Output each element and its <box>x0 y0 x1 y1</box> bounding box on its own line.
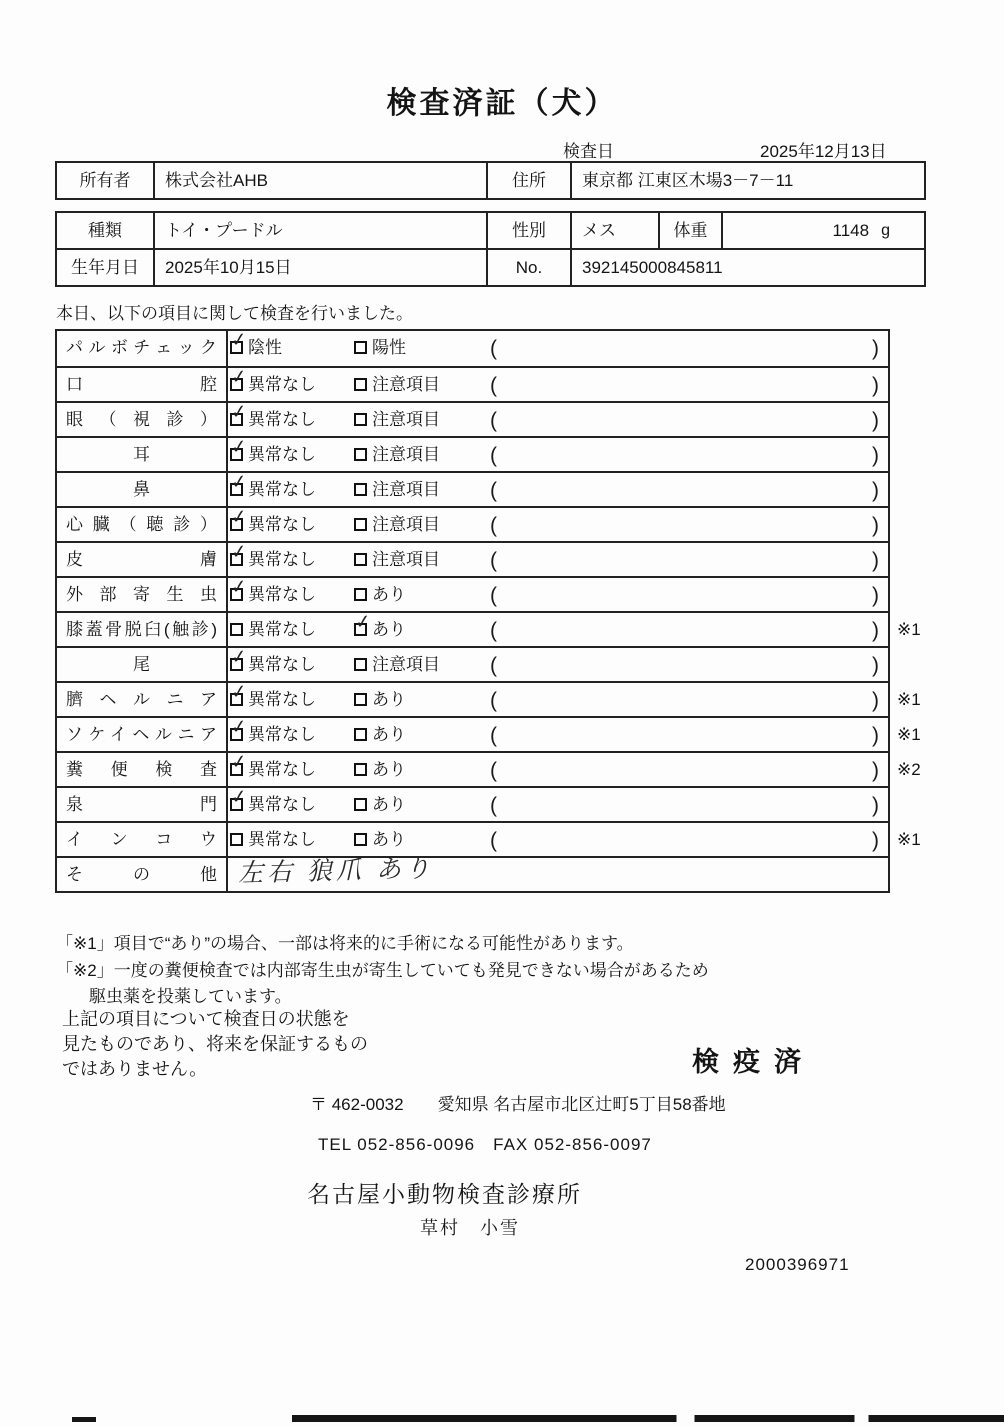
inspection-item-label: 臍ヘルニア <box>57 683 228 716</box>
inspection-item-label: 尾 <box>57 648 228 681</box>
paren-close: ) <box>872 689 879 712</box>
disclaimer-text <box>62 1007 368 1082</box>
checkbox-icon <box>230 763 243 776</box>
checkbox-icon <box>230 833 243 846</box>
option-2-label: あり <box>372 795 406 814</box>
option-1 <box>230 543 316 577</box>
checkbox-icon <box>354 833 367 846</box>
option-1 <box>230 578 316 612</box>
inspection-item-label: 膝蓋骨脱臼(触診) <box>57 613 228 646</box>
option-2-label: 陽性 <box>372 338 406 357</box>
option-1-label: 異常なし <box>248 515 316 534</box>
inspection-row-content <box>228 543 888 576</box>
inspection-item-label: 眼（視診） <box>57 403 228 436</box>
option-2 <box>354 473 440 507</box>
option-1 <box>230 403 316 437</box>
checkbox-icon <box>230 658 243 671</box>
paren-close: ) <box>872 829 879 852</box>
paren-open: ( <box>490 759 497 782</box>
option-2 <box>354 648 440 682</box>
inspection-item-label: その他 <box>57 858 228 891</box>
checkbox-icon <box>230 623 243 636</box>
note-mark: ※1 <box>897 725 921 744</box>
footnote-2: 「※2」一度の糞便検査では内部寄生虫が寄生していても発見できない場合があるため <box>56 961 709 980</box>
birthdate-value: 2025年10月15日 <box>155 250 488 285</box>
option-2 <box>354 683 406 717</box>
note-mark: ※1 <box>897 830 921 849</box>
inspection-row <box>57 366 888 401</box>
paren-open: ( <box>490 409 497 432</box>
note-mark: ※2 <box>897 760 921 779</box>
inspection-row-content <box>228 683 921 716</box>
option-2-label: 注意項目 <box>372 375 440 394</box>
option-2-label: 注意項目 <box>372 410 440 429</box>
pet-info-table <box>55 211 926 287</box>
option-1 <box>230 613 316 647</box>
clinic-tel-fax: TEL 052-856-0096 FAX 052-856-0097 <box>318 1135 652 1154</box>
weight-value: 1148 <box>832 221 870 240</box>
checkbox-icon <box>230 378 243 391</box>
examiner-name: 草村 小雪 <box>420 1218 520 1238</box>
checkbox-icon <box>354 448 367 461</box>
paren-open: ( <box>490 337 497 360</box>
inspection-row-content <box>228 613 921 646</box>
weight-cell <box>723 213 924 248</box>
address-value: 東京都 江東区木場3－7－11 <box>582 171 794 190</box>
document-title: 検査済証（犬） <box>386 87 618 120</box>
paren-close: ) <box>872 374 879 397</box>
inspection-row <box>57 716 921 751</box>
option-1-label: 異常なし <box>248 375 316 394</box>
option-1 <box>230 473 316 507</box>
paren-close: ) <box>872 479 879 502</box>
paren-close: ) <box>872 619 879 642</box>
footnote-2-continued: 駆虫薬を投薬しています。 <box>89 987 292 1006</box>
paren-open: ( <box>490 689 497 712</box>
checkbox-icon <box>354 413 367 426</box>
pet-info-row-1 <box>57 213 924 248</box>
checkbox-icon <box>354 623 367 636</box>
sex-label: 性別 <box>488 213 572 248</box>
inspection-item-label: 外部寄生虫 <box>57 578 228 611</box>
exam-date-label: 検査日 <box>563 142 614 161</box>
inspection-row <box>57 611 921 646</box>
disclaimer-line-2: 見たものであり、将来を保証するもの <box>62 1034 368 1054</box>
inspection-row <box>57 646 888 681</box>
option-1 <box>230 438 316 472</box>
clinic-name: 名古屋小動物検査診療所 <box>307 1181 582 1207</box>
option-1 <box>230 508 316 542</box>
option-2 <box>354 718 406 752</box>
paren-close: ) <box>872 409 879 432</box>
checkbox-icon <box>354 378 367 391</box>
option-2-label: あり <box>372 620 406 639</box>
paren-open: ( <box>490 794 497 817</box>
pet-info-row-2 <box>57 248 924 285</box>
breed-value: トイ・プードル <box>155 213 488 248</box>
owner-row <box>57 163 924 198</box>
note-mark: ※1 <box>897 690 921 709</box>
breed-label: 種類 <box>57 213 155 248</box>
inspection-item-label: 皮膚 <box>57 543 228 576</box>
checkbox-icon <box>354 553 367 566</box>
inspection-row-content <box>228 473 888 506</box>
option-2-label: 注意項目 <box>372 655 440 674</box>
option-2-label: あり <box>372 725 406 744</box>
option-1 <box>230 648 316 682</box>
option-2-label: あり <box>372 760 406 779</box>
checkbox-icon <box>230 728 243 741</box>
no-label: No. <box>488 250 572 285</box>
checkbox-icon <box>230 413 243 426</box>
inspection-row <box>57 436 888 471</box>
paren-close: ) <box>872 724 879 747</box>
option-2 <box>354 578 406 612</box>
option-1-label: 異常なし <box>248 725 316 744</box>
birthdate-label: 生年月日 <box>57 250 155 285</box>
inspection-row-content <box>228 718 921 751</box>
inspection-row-other <box>57 856 888 891</box>
checkbox-icon <box>354 728 367 741</box>
checkbox-icon <box>354 588 367 601</box>
option-1 <box>230 823 316 857</box>
option-2 <box>354 508 440 542</box>
option-2-label: 注意項目 <box>372 515 440 534</box>
owner-table <box>55 161 926 200</box>
option-2-label: あり <box>372 690 406 709</box>
paren-close: ) <box>872 654 879 677</box>
disclaimer-line-1: 上記の項目について検査日の状態を <box>62 1009 350 1029</box>
paren-open: ( <box>490 514 497 537</box>
option-2 <box>354 368 440 402</box>
inspection-row-content <box>228 508 888 541</box>
inspection-item-label: 口腔 <box>57 368 228 401</box>
inspection-row-content <box>228 854 888 891</box>
inspection-row-content <box>228 331 888 366</box>
paren-close: ) <box>872 514 879 537</box>
inspection-row <box>57 786 888 821</box>
inspection-item-label: 鼻 <box>57 473 228 506</box>
footnote-1: 「※1」項目で“あり”の場合、一部は将来的に手術になる可能性があります。 <box>56 934 634 953</box>
option-1-label: 陰性 <box>248 338 282 357</box>
owner-value: 株式会社AHB <box>155 163 488 198</box>
handwritten-note: 左右 狼爪 あり <box>237 854 435 888</box>
checkbox-icon <box>230 483 243 496</box>
inspection-row <box>57 576 888 611</box>
option-1 <box>230 788 316 822</box>
disclaimer-line-3: ではありません。 <box>62 1059 208 1079</box>
paren-open: ( <box>490 479 497 502</box>
option-2-label: 注意項目 <box>372 445 440 464</box>
no-value: 392145000845811 <box>582 258 723 277</box>
option-2-label: あり <box>372 830 406 849</box>
inspection-item-label: インコウ <box>57 823 228 856</box>
paren-open: ( <box>490 584 497 607</box>
inspection-item-label: 糞便検査 <box>57 753 228 786</box>
inspection-row-content <box>228 578 888 611</box>
paren-open: ( <box>490 444 497 467</box>
option-2 <box>354 543 440 577</box>
inspection-row-content <box>228 788 888 821</box>
option-2-label: あり <box>372 585 406 604</box>
paren-close: ) <box>872 584 879 607</box>
inspection-row-content <box>228 753 921 786</box>
address-label: 住所 <box>488 163 572 198</box>
option-1-label: 異常なし <box>248 830 316 849</box>
inspection-table <box>55 329 921 893</box>
option-2 <box>354 613 406 647</box>
option-1 <box>230 683 316 717</box>
inspection-row-content <box>228 403 888 436</box>
intro-text: 本日、以下の項目に関して検査を行いました。 <box>56 304 413 323</box>
option-2 <box>354 403 440 437</box>
checkbox-icon <box>354 693 367 706</box>
option-2 <box>354 753 406 787</box>
inspection-row-content <box>228 438 888 471</box>
checkbox-icon <box>230 798 243 811</box>
option-1 <box>230 331 282 365</box>
inspection-row <box>57 401 888 436</box>
option-1-label: 異常なし <box>248 585 316 604</box>
inspection-item-label: 泉門 <box>57 788 228 821</box>
checkbox-icon <box>354 763 367 776</box>
inspection-row <box>57 541 888 576</box>
paren-close: ) <box>872 794 879 817</box>
paren-close: ) <box>872 759 879 782</box>
option-1-label: 異常なし <box>248 410 316 429</box>
inspection-row <box>57 331 888 366</box>
checkbox-icon <box>354 341 367 354</box>
inspection-row <box>57 751 921 786</box>
option-1 <box>230 368 316 402</box>
inspection-row-content <box>228 648 888 681</box>
inspection-row-content <box>228 823 921 856</box>
option-1-label: 異常なし <box>248 760 316 779</box>
option-1-label: 異常なし <box>248 445 316 464</box>
inspection-item-label: パルボチェック <box>57 331 228 366</box>
note-mark: ※1 <box>897 620 921 639</box>
weight-unit: g <box>881 222 890 239</box>
option-1-label: 異常なし <box>248 795 316 814</box>
paren-open: ( <box>490 549 497 572</box>
paren-close: ) <box>872 549 879 572</box>
scan-edge-artifact <box>292 1415 1004 1422</box>
inspection-row <box>57 471 888 506</box>
clinic-postal-address: 〒 462-0032 愛知県 名古屋市北区辻町5丁目58番地 <box>310 1095 726 1114</box>
checkbox-icon <box>354 483 367 496</box>
checkbox-icon <box>230 588 243 601</box>
sex-value: メス <box>572 213 660 248</box>
inspection-item-label: 耳 <box>57 438 228 471</box>
option-1-label: 異常なし <box>248 690 316 709</box>
option-2 <box>354 788 406 822</box>
option-1 <box>230 753 316 787</box>
inspection-row-content <box>228 368 888 401</box>
paren-open: ( <box>490 619 497 642</box>
option-2-label: 注意項目 <box>372 480 440 499</box>
owner-label: 所有者 <box>57 163 155 198</box>
scan-edge-artifact-small <box>72 1417 96 1422</box>
option-2 <box>354 438 440 472</box>
exam-date-value: 2025年12月13日 <box>760 142 887 161</box>
inspection-row <box>57 681 921 716</box>
option-1 <box>230 718 316 752</box>
checkbox-icon <box>354 518 367 531</box>
inspection-item-label: ソケイヘルニア <box>57 718 228 751</box>
option-2-label: 注意項目 <box>372 550 440 569</box>
option-2 <box>354 331 406 365</box>
checkbox-icon <box>230 553 243 566</box>
checkbox-icon <box>230 341 243 354</box>
option-1-label: 異常なし <box>248 655 316 674</box>
weight-label: 体重 <box>660 213 723 248</box>
paren-open: ( <box>490 829 497 852</box>
checkbox-icon <box>230 693 243 706</box>
option-1-label: 異常なし <box>248 480 316 499</box>
inspection-row <box>57 821 921 856</box>
checkbox-icon <box>354 658 367 671</box>
paren-open: ( <box>490 374 497 397</box>
inspection-item-label: 心臓（聴診） <box>57 508 228 541</box>
checkbox-icon <box>354 798 367 811</box>
checkbox-icon <box>230 518 243 531</box>
serial-number: 2000396971 <box>745 1255 850 1274</box>
quarantine-stamp: 検疫済 <box>692 1047 815 1077</box>
checkbox-icon <box>230 448 243 461</box>
option-1-label: 異常なし <box>248 550 316 569</box>
option-1-label: 異常なし <box>248 620 316 639</box>
paren-open: ( <box>490 654 497 677</box>
paren-close: ) <box>872 444 879 467</box>
paren-open: ( <box>490 724 497 747</box>
inspection-row <box>57 506 888 541</box>
paren-close: ) <box>872 337 879 360</box>
